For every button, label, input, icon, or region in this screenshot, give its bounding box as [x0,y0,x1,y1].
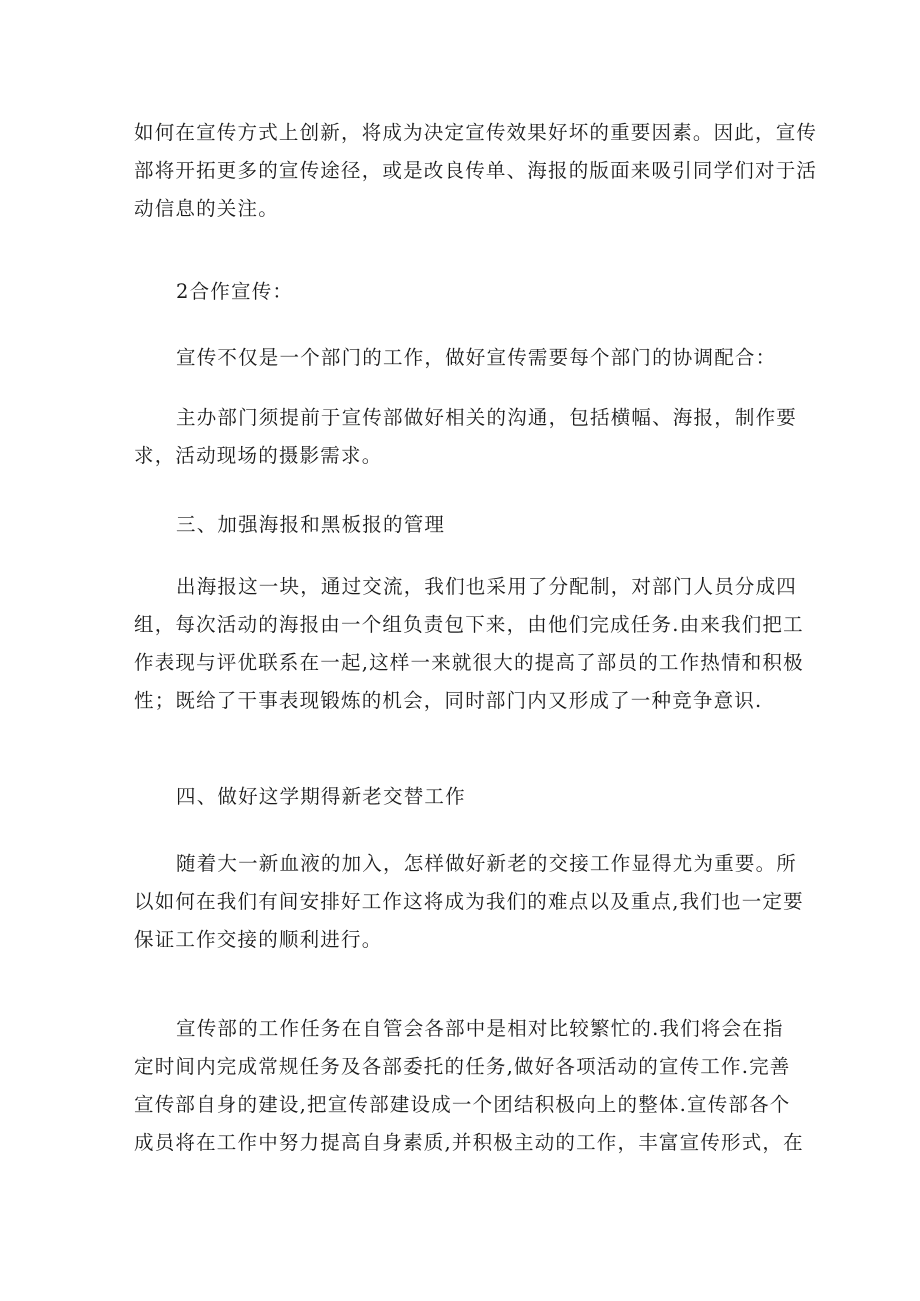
text-line: 宣传不仅是一个部门的工作，做好宣传需要每个部门的协调配合： [176,346,777,369]
text-line: 作表现与评优联系在一起,这样一来就很大的提高了部员的工作热情和积极 [134,651,804,674]
text-line: 2合作宣传： [176,280,294,303]
text-line: 出海报这一块，通过交流，我们也采用了分配制，对部门人员分成四 [176,575,798,598]
text-line: 求，活动现场的摄影需求。 [134,444,383,467]
heading-handover-work [134,778,794,816]
text-line: 性；既给了干事表现锻炼的机会，同时部门内又形成了一种竞争意识. [134,689,763,712]
text-line: 定时间内完成常规任务及各部委托的任务,做好各项活动的宣传工作.完善 [134,1055,791,1078]
text-line: 保证工作交接的顺利进行。 [134,928,383,951]
paragraph-department-duties [134,1010,804,1162]
paragraph-department-coordination [134,339,794,377]
heading-poster-management [134,506,794,544]
text-line: 以如何在我们有间安排好工作这将成为我们的难点以及重点,我们也一定要 [134,890,804,913]
heading-cooperative-promotion [134,273,794,311]
text-line: 成员将在工作中努力提高自身素质,并积极主动的工作，丰富宣传形式，在 [134,1131,804,1154]
text-line: 部将开拓更多的宣传途径，或是改良传单、海报的版面来吸引同学们对于活 [134,159,818,182]
text-line: 随着大一新血液的加入，怎样做好新老的交接工作显得尤为重要。所 [176,852,798,875]
text-line: 四、做好这学期得新老交替工作 [176,785,466,808]
text-line: 三、加强海报和黑板报的管理 [176,513,446,536]
paragraph-organizer-communication [134,399,798,475]
paragraph-freshmen-handover [134,845,804,959]
text-line: 宣传部自身的建设,把宣传部建设成一个团结积极向上的整体.宣传部各个 [134,1093,791,1116]
paragraph-poster-allocation [134,568,804,720]
text-line: 主办部门须提前于宣传部做好相关的沟通，包括横幅、海报，制作要 [176,406,798,429]
paragraph-promotion-innovation [134,114,818,228]
text-line: 如何在宣传方式上创新，将成为决定宣传效果好坏的重要因素。因此，宣传 [134,121,818,144]
text-line: 宣传部的工作任务在自管会各部中是相对比较繁忙的.我们将会在指 [176,1017,784,1040]
text-line: 组，每次活动的海报由一个组负责包下来，由他们完成任务.由来我们把工 [134,613,804,636]
text-line: 动信息的关注。 [134,197,279,220]
